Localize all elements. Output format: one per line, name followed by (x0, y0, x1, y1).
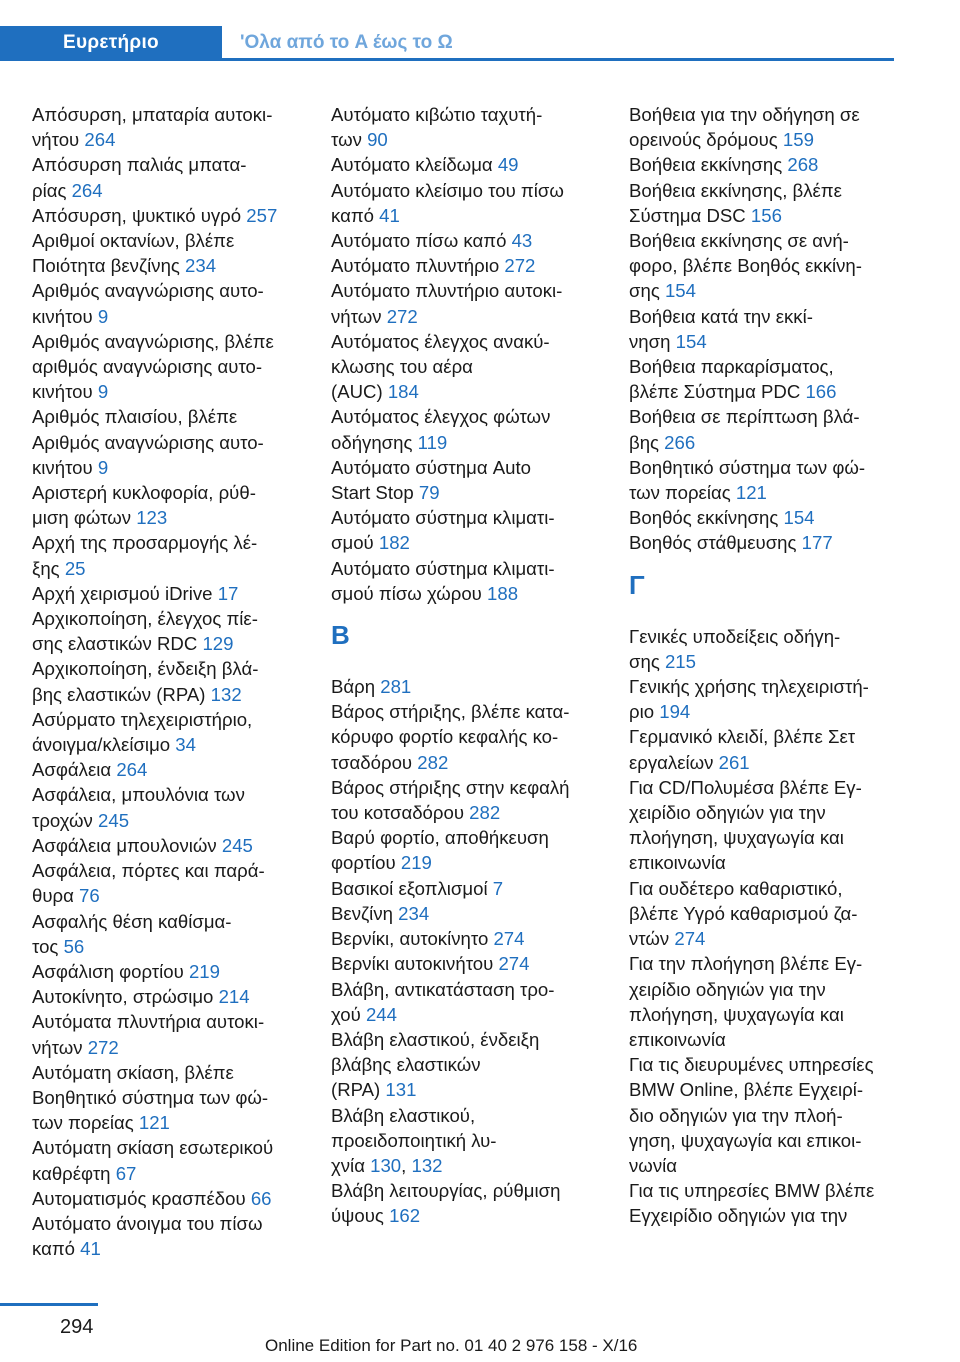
entry-text: αριθμός αναγνώρισης αυτο‐ (32, 356, 263, 378)
entry-text: Βοήθεια παρκαρίσματος, (629, 356, 834, 378)
entry-text: φορτίου (331, 852, 396, 874)
entry-text: Γενικής χρήσης τηλεχειριστή‐ (629, 676, 869, 698)
page-link[interactable]: 244 (365, 1003, 397, 1025)
index-entry (629, 1052, 909, 1178)
index-entry (32, 1186, 312, 1211)
page-link[interactable]: 182 (378, 532, 410, 554)
entry-text: Βλάβη, αντικατάσταση τρο‐ (331, 978, 555, 1000)
entry-text: Βενζίνη (331, 902, 393, 924)
index-entry (331, 228, 611, 253)
index-entry (331, 1027, 611, 1103)
entry-text: Αυτόματο άνοιγμα του πίσω (32, 1212, 263, 1234)
index-entry (331, 278, 611, 328)
page-link[interactable]: 129 (202, 633, 234, 655)
page-link[interactable]: 162 (389, 1205, 421, 1227)
page-link[interactable]: 274 (493, 928, 525, 950)
entry-text: Για τις υπηρεσίες BMW βλέπε (629, 1180, 875, 1202)
entry-text: ρίας (32, 179, 67, 201)
entry-text: Βοηθητικό σύστημα των φώ‐ (32, 1086, 269, 1108)
index-entry (32, 959, 312, 984)
index-entry (629, 724, 909, 774)
entry-text: νήτων (331, 305, 382, 327)
entry-text: Βοήθεια εκκίνησης (629, 154, 783, 176)
edition-label: Online Edition for Part no. 01 40 2 976 158 - X/16 (265, 1336, 638, 1355)
page-link[interactable]: 67 (115, 1162, 137, 1184)
entry-text: κινήτου (32, 305, 93, 327)
entry-text: τσαδόρου (331, 751, 413, 773)
entry-text: Αριθμός αναγνώρισης αυτο‐ (32, 280, 264, 302)
page-link[interactable]: 121 (138, 1112, 170, 1134)
page-link[interactable]: 132 (210, 683, 242, 705)
page-link[interactable]: 25 (64, 557, 86, 579)
index-entry (629, 1178, 909, 1228)
entry-text: Βάρος στήριξης στην κεφαλή (331, 776, 570, 798)
entry-text: Αυτόματο κλείδωμα (331, 154, 493, 176)
entry-text: χειρίδιο οδηγιών για την (629, 978, 826, 1000)
page-link[interactable]: 214 (218, 986, 250, 1008)
entry-text: Αριστερή κυκλοφορία, ρύθ‐ (32, 482, 256, 504)
page-link[interactable]: 90 (367, 129, 388, 151)
entry-text: εργαλείων (629, 751, 714, 773)
index-entry (331, 455, 611, 505)
entry-text: οδήγησης (331, 431, 413, 453)
entry-text: Αρχή της προσαρμογής λέ‐ (32, 532, 258, 554)
entry-text: γηση, ψυχαγωγία και επικοι‐ (629, 1129, 862, 1151)
page-link[interactable]: 219 (400, 852, 432, 874)
page-link[interactable]: 266 (664, 431, 696, 453)
entry-text: των πορείας (629, 482, 731, 504)
index-entry (629, 624, 909, 674)
index-entry (331, 329, 611, 405)
entry-text: νηση (629, 330, 671, 352)
entry-text: Ασφάλεια, πόρτες και παρά‐ (32, 860, 265, 882)
entry-text: Start Stop (331, 482, 414, 504)
page-link[interactable]: 156 (750, 204, 782, 226)
page-link[interactable]: 194 (659, 701, 691, 723)
index-entry (331, 901, 611, 926)
page-link[interactable]: 264 (71, 179, 103, 201)
page-link[interactable]: 245 (98, 809, 130, 831)
page-link[interactable]: 9 (97, 456, 109, 478)
index-entry (331, 102, 611, 152)
index-entry (331, 505, 611, 555)
entry-text: Αυτόματο πλυντήριο αυτοκι‐ (331, 280, 563, 302)
entry-text: νωνία (629, 1154, 677, 1176)
page-link[interactable]: 43 (511, 230, 533, 252)
entry-text: νήτου (32, 129, 80, 151)
entry-text: ριο (629, 701, 655, 723)
entry-text: Βοήθεια σε περίπτωση βλά‐ (629, 406, 860, 428)
entry-text: σης (629, 650, 660, 672)
entry-text: καπό (331, 204, 374, 226)
page-link[interactable]: 131 (385, 1079, 417, 1101)
entry-text: Βοήθεια για την οδήγηση σε (629, 104, 860, 125)
entry-text: Για CD/Πολυμέσα βλέπε Εγ‐ (629, 776, 862, 798)
page-link[interactable]: 215 (664, 650, 696, 672)
entry-text: των πορείας (32, 1112, 134, 1134)
entry-text: Αρχικοποίηση, ένδειξη βλά‐ (32, 658, 259, 680)
entry-text: Βαρύ φορτίο, αποθήκευση (331, 827, 549, 849)
entry-text: Αυτόματος έλεγχος φώτων (331, 406, 551, 428)
index-entry (629, 530, 909, 555)
index-column-1 (32, 102, 312, 1261)
index-entry (629, 304, 909, 354)
page-link[interactable]: 184 (387, 381, 419, 403)
entry-text: Αριθμός αναγνώρισης, βλέπε (32, 330, 274, 352)
page-link[interactable]: 177 (801, 532, 833, 554)
entry-text: χειρίδιο οδηγιών για την (629, 802, 826, 824)
entry-text: Απόσυρση, μπαταρία αυτοκι‐ (32, 104, 273, 125)
page-link[interactable]: 159 (782, 129, 814, 151)
entry-text: ορεινούς δρόμους (629, 129, 778, 151)
page-link[interactable]: 66 (250, 1187, 272, 1209)
entry-text: Βοήθεια κατά την εκκί‐ (629, 305, 813, 327)
entry-text: Ασφάλεια, μπουλόνια των (32, 784, 245, 806)
header-bar (0, 0, 960, 60)
page-link[interactable]: 17 (217, 582, 239, 604)
page-link[interactable]: 272 (504, 255, 536, 277)
index-entry (629, 505, 909, 530)
entry-text: Αρχή χειρισμού iDrive (32, 582, 213, 604)
index-entry (32, 581, 312, 606)
entry-text: Βασικοί εξοπλισμοί (331, 877, 488, 899)
index-entry (32, 1211, 312, 1261)
entry-text: βλέπε Υγρό καθαρισμού ζα‐ (629, 902, 858, 924)
entry-text: πλοήγηση, ψυχαγωγία και (629, 827, 844, 849)
page-link[interactable]: 188 (487, 582, 519, 604)
entry-text: Για τις διευρυμένες υπηρεσίες (629, 1054, 874, 1076)
footer-divider (0, 1303, 98, 1306)
index-entry (32, 909, 312, 959)
index-entry (331, 775, 611, 825)
entry-text: Βοηθός στάθμευσης (629, 532, 797, 554)
entry-text: Αυτόματο σύστημα κλιματι‐ (331, 557, 555, 579)
entry-text: κινήτου (32, 381, 93, 403)
index-entry (629, 404, 909, 454)
entry-text: Αυτόματο κιβώτιο ταχυτή‐ (331, 104, 543, 125)
page-link[interactable]: 257 (246, 204, 278, 226)
entry-text: Βερνίκι, αυτοκίνητο (331, 928, 489, 950)
entry-text: Βλάβη ελαστικού, ένδειξη (331, 1028, 540, 1050)
entry-text: Ασφάλιση φορτίου (32, 960, 184, 982)
index-entry (331, 152, 611, 177)
entry-text: Σύστημα DSC (629, 204, 746, 226)
page-link[interactable]: 154 (664, 280, 696, 302)
entry-text: Βερνίκι αυτοκινήτου (331, 953, 494, 975)
index-entry (331, 876, 611, 901)
entry-text: τος (32, 935, 59, 957)
entry-text: (AUC) (331, 381, 383, 403)
entry-text: επικοινωνία (629, 852, 726, 874)
entry-text: σης (629, 280, 660, 302)
page-link[interactable]: 234 (185, 255, 217, 277)
entry-text: φορο, βλέπε Βοηθός εκκίνη‐ (629, 255, 862, 277)
index-entry (32, 656, 312, 706)
entry-text: Αυτόματο πίσω καπό (331, 230, 507, 252)
index-entry (32, 858, 312, 908)
entry-text: καθρέφτη (32, 1162, 111, 1184)
entry-text: Αριθμός αναγνώρισης αυτο‐ (32, 431, 264, 453)
entry-text: βλάβης ελαστικών (331, 1054, 481, 1076)
page-link[interactable]: 121 (735, 482, 767, 504)
page-link[interactable]: 76 (79, 885, 100, 907)
entry-text: Εγχειρίδιο οδηγιών για την (629, 1205, 848, 1227)
entry-text: ξης (32, 557, 60, 579)
entry-text: κινήτου (32, 456, 93, 478)
page-link[interactable]: 41 (80, 1238, 101, 1260)
entry-text: τροχών (32, 809, 93, 831)
page-link[interactable]: 264 (116, 759, 148, 781)
index-entry (331, 404, 611, 454)
entry-text: θυρα (32, 885, 74, 907)
index-entry (32, 1009, 312, 1059)
entry-text: Βοήθεια εκκίνησης, βλέπε (629, 179, 842, 201)
entry-text: Ασφάλεια (32, 759, 112, 781)
entry-text: των (331, 129, 362, 151)
index-entry (629, 228, 909, 304)
page-link[interactable]: 79 (418, 482, 440, 504)
index-entry (629, 178, 909, 228)
index-entry (32, 757, 312, 782)
entry-text: Αρχικοποίηση, έλεγχος πίε‐ (32, 608, 258, 630)
index-column-3 (629, 102, 909, 1229)
entry-text: βης ελαστικών (RPA) (32, 683, 206, 705)
index-entry (32, 782, 312, 832)
page-link[interactable]: 9 (97, 381, 109, 403)
page-link[interactable]: 272 (386, 305, 418, 327)
entry-text: Αυτοκίνητο, στρώσιμο (32, 986, 214, 1008)
entry-text: Αριθμός πλαισίου, βλέπε (32, 406, 238, 428)
index-entry (331, 253, 611, 278)
index-entry: Βλάβη ελαστικού, προειδοποιητική λυ‐ χνία 130, 132 (331, 1104, 497, 1176)
index-entry (629, 152, 909, 177)
entry-text: καπό (32, 1238, 75, 1260)
index-entry (32, 833, 312, 858)
section-letter: Β (331, 620, 350, 651)
entry-text: Ασύρματο τηλεχειριστήριο, (32, 708, 253, 730)
index-entry (32, 606, 312, 656)
index-entry (331, 825, 611, 875)
index-entry (32, 1135, 312, 1185)
entry-text: βλέπε Σύστημα PDC (629, 381, 801, 403)
tab-index[interactable]: Ευρετήριο (0, 26, 222, 60)
page-link[interactable]: 9 (97, 305, 109, 327)
index-entry (629, 455, 909, 505)
entry-text: Αυτόματα πλυντήρια αυτοκι‐ (32, 1011, 265, 1033)
page-link[interactable]: 166 (805, 381, 837, 403)
index-entry (32, 102, 312, 152)
entry-text: BMW Online, βλέπε Εγχειρί‐ (629, 1079, 864, 1101)
entry-text: πλοήγηση, ψυχαγωγία και (629, 1003, 844, 1025)
entry-text: Γερμανικό κλειδί, βλέπε Σετ (629, 726, 856, 748)
page-link[interactable]: 245 (221, 834, 253, 856)
index-entry (32, 707, 312, 757)
entry-text: Βλάβη ελαστικού, (331, 1104, 476, 1126)
index-entry (32, 1060, 312, 1136)
entry-text: Αυτόματο σύστημα Auto (331, 456, 531, 478)
entry-text: (RPA) (331, 1079, 381, 1101)
index-entry (331, 674, 611, 699)
index-entry (629, 674, 909, 724)
entry-text: Βοηθητικό σύστημα των φώ‐ (629, 456, 866, 478)
index-entry (331, 699, 611, 775)
page-link[interactable]: 56 (63, 935, 85, 957)
entry-text: Αυτόματη σκίαση εσωτερικού (32, 1137, 274, 1159)
page-link[interactable]: 123 (136, 507, 168, 529)
page-link[interactable]: 119 (417, 431, 448, 453)
entry-text: Βοήθεια εκκίνησης σε ανή‐ (629, 230, 849, 252)
page-link[interactable]: 261 (718, 751, 750, 773)
index-column-2 (331, 102, 611, 1229)
entry-text: μιση φώτων (32, 507, 132, 529)
page-link[interactable]: 272 (87, 1036, 119, 1058)
entry-text: Ασφαλής θέση καθίσμα‐ (32, 910, 232, 932)
entry-text: Απόσυρση, ψυκτικό υγρό (32, 204, 242, 226)
entry-text: προειδοποιητική λυ‐ (331, 1129, 497, 1151)
index-entry (331, 556, 611, 606)
page-link[interactable]: 274 (498, 953, 530, 975)
entry-text: Για ουδέτερο καθαριστικό, (629, 877, 843, 899)
page-link[interactable]: 234 (398, 902, 430, 924)
entry-text: χνία (331, 1154, 365, 1176)
entry-text: Ασφάλεια μπουλονιών (32, 834, 217, 856)
page-number: 294 (60, 1316, 94, 1338)
index-entry (629, 354, 909, 404)
header-divider (0, 58, 894, 61)
page-link[interactable]: 41 (379, 204, 400, 226)
entry-text: Γενικές υποδείξεις οδήγη‐ (629, 625, 841, 647)
entry-text: Αυτόματη σκίαση, βλέπε (32, 1061, 234, 1083)
entry-text: σης ελαστικών RDC (32, 633, 198, 655)
index-entry (32, 984, 312, 1009)
page-link[interactable]: 268 (787, 154, 819, 176)
index-entry (32, 329, 312, 405)
entry-text: Βλάβη λειτουργίας, ρύθμιση (331, 1180, 561, 1202)
index-entry (629, 876, 909, 952)
entry-text: κόρυφο φορτίο κεφαλής κο‐ (331, 726, 559, 748)
entry-text: επικοινωνία (629, 1028, 726, 1050)
page-link[interactable]: 34 (175, 734, 196, 756)
page-link[interactable]: 282 (417, 751, 449, 773)
entry-text: Βάρος στήριξης, βλέπε κατα‐ (331, 701, 570, 723)
index-entry (629, 102, 909, 152)
index-entry (32, 278, 312, 328)
entry-text: κλωσης του αέρα (331, 356, 473, 378)
page-link[interactable]: 281 (380, 676, 412, 698)
entry-text: σμού πίσω χώρου (331, 582, 482, 604)
page-link[interactable]: 154 (783, 507, 815, 529)
index-entry (331, 926, 611, 951)
entry-text: Αυτοματισμός κρασπέδου (32, 1187, 246, 1209)
index-entry (32, 152, 312, 202)
entry-text: Για την πλοήγηση βλέπε Εγ‐ (629, 953, 863, 975)
page-link[interactable]: 219 (188, 960, 220, 982)
entry-text: Αυτόματος έλεγχος ανακύ‐ (331, 330, 550, 352)
entry-text: χού (331, 1003, 361, 1025)
entry-text: Αριθμοί οκτανίων, βλέπε (32, 230, 235, 252)
entry-text: Αυτόματο σύστημα κλιματι‐ (331, 507, 555, 529)
index-entry (32, 480, 312, 530)
entry-text: Βάρη (331, 676, 376, 698)
index-entry (331, 951, 611, 976)
entry-text: Βοηθός εκκίνησης (629, 507, 779, 529)
entry-text: Απόσυρση παλιάς μπατα‐ (32, 154, 247, 176)
page-link[interactable]: 154 (675, 330, 707, 352)
entry-text: ντών (629, 928, 670, 950)
entry-text: σμού (331, 532, 374, 554)
entry-text: Αυτόματο πλυντήριο (331, 255, 500, 277)
page-link[interactable]: 7 (492, 877, 504, 899)
index-entry (32, 228, 312, 278)
entry-text: Ποιότητα βενζίνης (32, 255, 180, 277)
section-letter: Γ (629, 569, 645, 600)
entry-text: Αυτόματο κλείσιμο του πίσω (331, 179, 564, 201)
page-link[interactable]: 132 (411, 1154, 443, 1176)
index-entry (32, 404, 312, 480)
index-entry (629, 951, 909, 1052)
entry-text: βης (629, 431, 659, 453)
page-link[interactable]: 49 (497, 154, 519, 176)
entry-text: του κοτσαδόρου (331, 802, 464, 824)
tab-a-to-z[interactable]: 'Ολα από το A έως το Ω (240, 32, 453, 53)
entry-text: άνοιγμα/κλείσιμο (32, 734, 171, 756)
entry-text: ύψους (331, 1205, 384, 1227)
index-entry (331, 178, 611, 228)
page-link[interactable]: 130 (370, 1154, 402, 1176)
index-entry (32, 530, 312, 580)
index-entry (32, 203, 312, 228)
page-link[interactable]: 282 (469, 802, 501, 824)
entry-text: νήτων (32, 1036, 83, 1058)
entry-text: διο οδηγιών για την πλοή‐ (629, 1104, 843, 1126)
page-link[interactable]: 264 (84, 129, 116, 151)
index-entry (331, 1178, 611, 1228)
index-entry (331, 977, 611, 1027)
page-link[interactable]: 274 (674, 928, 706, 950)
index-entry (629, 775, 909, 876)
